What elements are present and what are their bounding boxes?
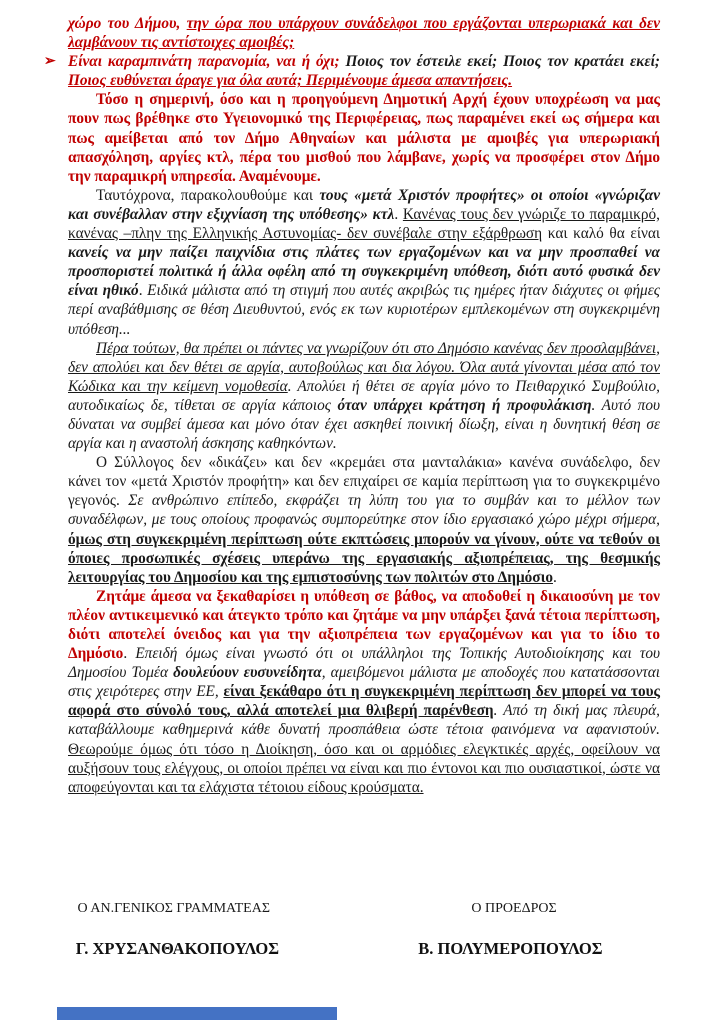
text-run: . bbox=[287, 377, 298, 395]
paragraph-demand-answers bbox=[68, 90, 660, 185]
text-run: Ειδικά μάλιστα από τη στιγμή που αυτές ακριβώς τις ημέρες ήταν διάχυτες οι φήμες περί αναβάθμισης σε θέση Διευθυντού, ενός εκ των κυριοτέρων εμπλεκομένων στη συγκεκριμένη υπόθεση... bbox=[68, 282, 660, 338]
paragraph-prophets bbox=[68, 186, 660, 339]
text-run: Ζητάμε άμεσα να ξεκαθαρίσει η υπόθεση σε βάθος, να αποδοθεί η δικαιοσύνη με τον πλέον αντικειμενικό και άτεγκτο τρόπο και ζητάμε να μην υπάρξει ξανά τέτοια περίπτωση, διότι αποτελεί όνειδος και για την αξιοπρέπεια των εργαζομένων και για το ίδιο το Δημόσιο bbox=[68, 587, 660, 663]
paragraph-continuation bbox=[68, 14, 660, 52]
text-run: . Αυτό που δύναται να συμβεί άμεσα και μόνο όταν έχει ασκηθεί ποινική δίωξη, είναι η δυνητική θέση σε αργία και η αναστολή άσκησης καθηκόντων. bbox=[68, 396, 660, 453]
text-run: χώρο του Δήμου, bbox=[68, 15, 187, 32]
text-run: . bbox=[493, 702, 504, 720]
signature-left-title: Ο ΑΝ.ΓΕΝΙΚΟΣ ΓΡΑΜΜΑΤΕΑΣ bbox=[77, 901, 270, 916]
footer-blue-bar bbox=[57, 1007, 337, 1020]
text-run: Πέρα τούτων, θα πρέπει οι πάντες να γνωρίζουν ότι στο Δημόσιο κανένας δεν προσλαμβάνει, δεν απολύει και δεν θέτει σε αργία, αυτοβούλως και δια λόγου. Όλα αυτά γίνονται μέσα από τον Κώδικα και την κείμενη νομοθεσία bbox=[68, 339, 660, 395]
paragraph-final-demand bbox=[68, 587, 660, 797]
text-run: Τόσο η σημερινή, όσο και η προηγούμενη Δημοτική Αρχή έχουν υποχρέωση να μας πουν πως βρέθηκε στο Υγειονομικό της Περιφέρειας, πως παραμένει εκεί ως σήμερα και πως αμείβεται από τον Δήμο Αθηναίων και μάλιστα με αμοιβές για υπερωριακή απασχόληση, αργίες κτλ, πέρα του μισθού που λάμβανε, χωρίς να προσφέρει στον Δήμο την παραμικρή υπηρεσία. Αναμένουμε. bbox=[68, 91, 660, 185]
text-run: . bbox=[552, 568, 557, 586]
text-run: Απολύει ή θέτει σε αργία μόνο το Πειθαρχικό Συμβούλιο, αυτοδικαίως δε, τίθεται σε αργία κάποιος bbox=[68, 377, 660, 414]
text-run: Επειδή όμως είναι γνωστό ότι οι υπάλληλοι της Τοπικής Αυτοδιοίκησης και του Δημοσίου Τομέα bbox=[68, 645, 660, 682]
text-run: όταν υπάρχει κράτηση ή προφυλάκιση bbox=[337, 396, 592, 414]
text-run: Κανένας τους δεν γνώριζε το παραμικρό, κανένας –πλην της Ελληνικής Αστυνομίας- δεν συνέβαλε στην εξάρθρωση bbox=[68, 205, 660, 243]
text-run: δουλεύουν ευσυνείδητα bbox=[173, 664, 322, 682]
text-run: Ποιος ευθύνεται άραγε για όλα αυτά; Περιμένουμε άμεσα απαντήσεις. bbox=[68, 72, 513, 90]
text-run: και καλό θα είναι bbox=[542, 225, 660, 243]
text-run: κανείς να μην παίζει παιχνίδια στις πλάτες των εργαζομένων και να μην προσπαθεί να προσποριστεί πολιτικά ή άλλα οφέλη από τη συγκεκριμένη υπόθεση, διότι αυτό φυσικά δεν είναι ηθικό bbox=[68, 244, 660, 300]
signature-left-name: Γ. ΧΡΥΣΑΝΘΑΚΟΠΟΥΛΟΣ bbox=[75, 939, 279, 958]
text-run: είναι ξεκάθαρο ότι η συγκεκριμένη περίπτωση δεν μπορεί να τους αφορά στο σύνολό τους, αλλά αποτελεί μια θλιβερή παρένθεση bbox=[68, 683, 660, 720]
text-run: την ώρα που υπάρχουν συνάδελφοι που εργάζονται υπερωριακά και δεν λαμβάνουν τις αντίστοιχες αμοιβές; bbox=[68, 15, 661, 52]
text-run: Από τη δική μας πλευρά, καταβάλλουμε καθημερινά κάθε δυνατή προσπάθεια ώστε τέτοια φαινόμενα να αφανιστούν. bbox=[68, 702, 660, 739]
paragraph-bullet-question bbox=[44, 52, 660, 90]
text-run: Είναι καραμπινάτη παρανομία, ναι ή όχι; bbox=[68, 53, 346, 71]
text-run: Θεωρούμε όμως ότι τόσο η Διοίκηση, όσο και οι αρμόδιες ελεγκτικές αρχές, οφείλουν να αυξήσουν τους ελέγχους, οι οποίοι πρέπει να είναι και πιο έντονοι και πιο ουσιαστικοί, ώστε να αποφεύγονται και τα ελάχιστα τέτοιου είδους κρούσματα. bbox=[68, 740, 660, 796]
paragraph-association-position bbox=[68, 453, 660, 587]
text-run: Ο Σύλλογος δεν «δικάζει» και δεν «κρεμάει στα μανταλάκια» κανένα συνάδελφο, δεν κάνει τον «μετά Χριστόν προφήτη» και δεν επιχαίρει σε καμία περίπτωση για το συγκεκριμένο γεγονός. bbox=[68, 454, 660, 510]
text-run: Σε ανθρώπινο επίπεδο, εκφράζει τη λύπη του για το συμβάν και το μέλλον των συναδέλφων, με τους οποίους προφανώς συμπορεύτηκε στον ίδιο εργασιακό χώρο μέχρι σήμερα, bbox=[68, 492, 661, 529]
bullet-arrow-icon: ➢ bbox=[44, 54, 56, 70]
text-run: . bbox=[138, 282, 148, 300]
text-run: . bbox=[123, 645, 136, 663]
signature-right-name: Β. ΠΟΛΥΜΕΡΟΠΟΥΛΟΣ bbox=[418, 939, 603, 958]
text-run: τους «μετά Χριστόν προφήτες» οι οποίοι «γνώριζαν και συνέβαλλαν στην εξιχνίαση της υπόθεσης» κτλ bbox=[68, 186, 660, 223]
signature-right-title: Ο ΠΡΟΕΔΡΟΣ bbox=[471, 901, 557, 916]
document-body bbox=[44, 14, 661, 797]
text-run: , αμειβόμενοι μάλιστα με αποδοχές που κατατάσσονται στις χειρότερες στην ΕΕ, bbox=[68, 664, 660, 701]
text-run: . bbox=[394, 205, 403, 223]
text-run: Ταυτόχρονα, παρακολουθούμε και bbox=[96, 186, 320, 204]
text-run: Ποιος τον έστειλε εκεί; Ποιος τον κρατάει εκεί; bbox=[345, 53, 660, 71]
text-run: όμως στη συγκεκριμένη περίπτωση ούτε εκπτώσεις μπορούν να γίνουν, ούτε να τεθούν οι όποιες προσωπικές σχέσεις υπεράνω της εργασιακής αξιοπρέπειας, της θεσμικής λειτουργίας του Δημοσίου και της εμπιστοσύνης των πολιτών στο Δημόσιο bbox=[68, 530, 660, 586]
paragraph-public-sector-rules bbox=[68, 339, 660, 454]
signature-block bbox=[0, 893, 724, 983]
